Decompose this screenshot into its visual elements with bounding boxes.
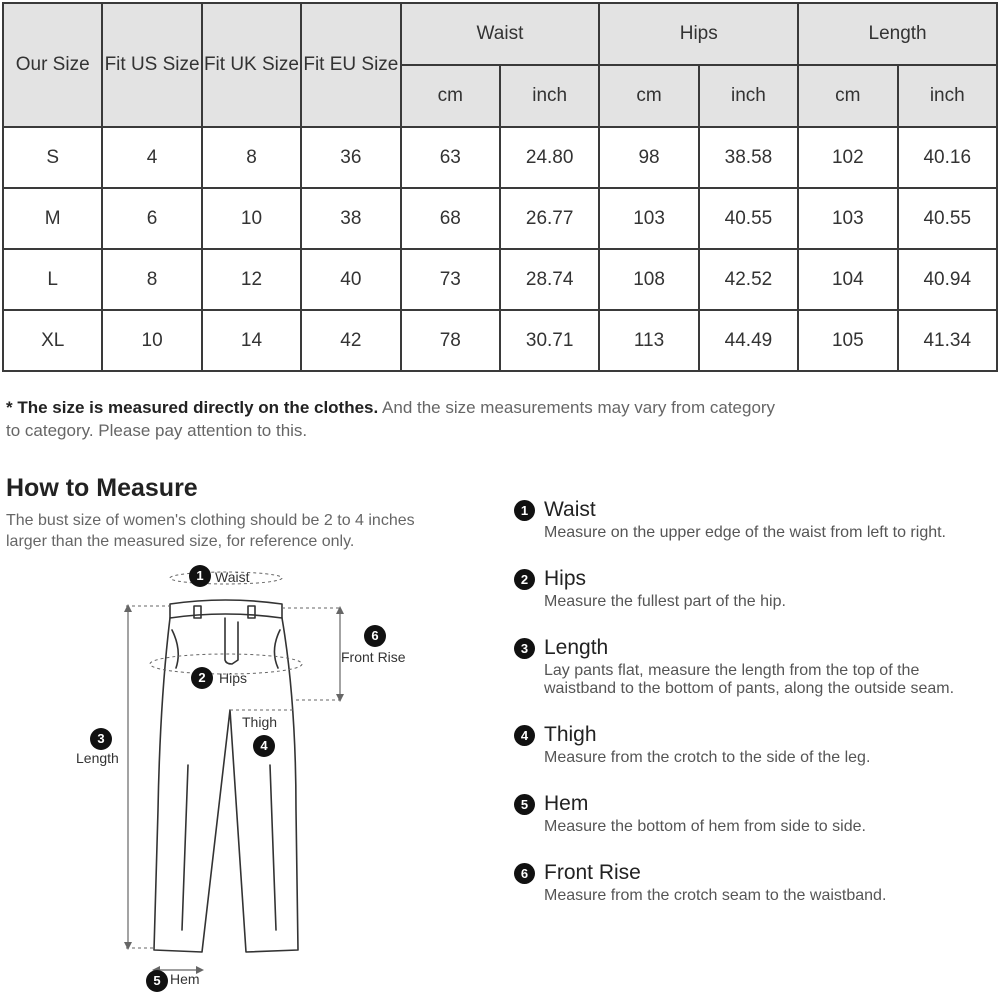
legend-item-title: Hips (544, 567, 587, 590)
how-to-measure-description: The bust size of women's clothing should be 2 to 4 inches larger than the measured size, for reference only. (6, 512, 415, 550)
table-cell: L (3, 249, 102, 310)
legend-item-hem (514, 790, 984, 836)
table-cell: 8 (102, 249, 201, 310)
table-cell: 108 (599, 249, 698, 310)
waist-marker-label: Waist (215, 569, 250, 585)
table-cell: S (3, 127, 102, 188)
header-hips-inch: inch (699, 65, 798, 127)
measurement-legend (514, 496, 984, 905)
length-marker-badge: 3 (90, 728, 112, 750)
header-hips-cm: cm (599, 65, 698, 127)
thigh-marker-badge: 4 (253, 735, 275, 757)
header-fit-eu-size: Fit EU Size (301, 3, 400, 127)
table-cell: 63 (401, 127, 500, 188)
legend-item-title: Waist (544, 498, 596, 521)
legend-item-description: Measure the bottom of hem from side to side. (544, 818, 866, 835)
table-cell: 68 (401, 188, 500, 249)
table-cell: 113 (599, 310, 698, 371)
table-cell: 38 (301, 188, 400, 249)
table-cell: 8 (202, 127, 301, 188)
table-cell: 40.55 (699, 188, 798, 249)
table-row (3, 310, 997, 371)
legend-item-hips (514, 565, 984, 611)
table-cell: 40.55 (898, 188, 997, 249)
legend-item-title: Hem (544, 792, 589, 815)
how-to-measure-title: How to Measure (6, 474, 198, 502)
table-cell: 38.58 (699, 127, 798, 188)
legend-item-thigh (514, 721, 984, 767)
table-cell: 4 (102, 127, 201, 188)
table-row (3, 127, 997, 188)
hips-marker-label: Hips (219, 670, 248, 686)
legend-item-description: Measure the fullest part of the hip. (544, 593, 786, 610)
table-cell: 28.74 (500, 249, 599, 310)
table-cell: 103 (798, 188, 897, 249)
table-header-row (3, 3, 997, 65)
table-cell: 78 (401, 310, 500, 371)
table-cell: 104 (798, 249, 897, 310)
table-cell: 73 (401, 249, 500, 310)
table-cell: 98 (599, 127, 698, 188)
table-cell: 40.94 (898, 249, 997, 310)
legend-number-badge: 2 (514, 569, 535, 590)
legend-number-badge: 4 (514, 725, 535, 746)
table-cell: 12 (202, 249, 301, 310)
thigh-marker-label: Thigh (242, 714, 278, 730)
size-chart-table (2, 2, 998, 372)
hips-marker-badge: 2 (191, 667, 213, 689)
pants-measurement-diagram (60, 560, 440, 994)
legend-item-front-rise (514, 859, 984, 905)
header-length-inch: inch (898, 65, 997, 127)
table-cell: 10 (202, 188, 301, 249)
table-cell: 26.77 (500, 188, 599, 249)
table-cell: 24.80 (500, 127, 599, 188)
hem-marker-badge: 5 (146, 970, 168, 992)
legend-number-badge: 5 (514, 794, 535, 815)
table-cell: 6 (102, 188, 201, 249)
legend-item-description: Measure from the crotch seam to the waistband. (544, 887, 887, 904)
legend-item-description: Measure from the crotch to the side of the leg. (544, 749, 871, 766)
front-rise-marker-label: Front Rise (341, 649, 406, 665)
table-cell: 10 (102, 310, 201, 371)
legend-item-title: Length (544, 636, 609, 659)
legend-item-length (514, 634, 984, 698)
size-note-emphasis: * The size is measured directly on the clothes. (6, 398, 379, 417)
legend-item-title: Thigh (544, 723, 597, 746)
header-waist-inch: inch (500, 65, 599, 127)
header-fit-us-size: Fit US Size (102, 3, 201, 127)
legend-item-description: Lay pants flat, measure the length from the top of the waistband to the bottom of pants, along the outside seam. (544, 662, 955, 697)
table-row (3, 249, 997, 310)
table-cell: 40.16 (898, 127, 997, 188)
table-row (3, 188, 997, 249)
table-cell: 41.34 (898, 310, 997, 371)
table-cell: 102 (798, 127, 897, 188)
table-cell: 42.52 (699, 249, 798, 310)
legend-item-title: Front Rise (544, 861, 641, 884)
header-length-cm: cm (798, 65, 897, 127)
header-hips: Hips (599, 3, 798, 65)
header-our-size: Our Size (3, 3, 102, 127)
table-cell: 105 (798, 310, 897, 371)
size-note-text: And the size measurements may vary from category to category. Please pay attention to this. (6, 398, 776, 440)
waist-marker-badge: 1 (189, 565, 211, 587)
table-cell: XL (3, 310, 102, 371)
hem-marker-label: Hem (170, 971, 200, 987)
legend-number-badge: 1 (514, 500, 535, 521)
table-cell: 42 (301, 310, 400, 371)
table-cell: 36 (301, 127, 400, 188)
table-cell: 103 (599, 188, 698, 249)
legend-item-waist (514, 496, 984, 542)
header-waist: Waist (401, 3, 600, 65)
table-cell: 40 (301, 249, 400, 310)
legend-item-description: Measure on the upper edge of the waist from left to right. (544, 524, 946, 541)
table-cell: 44.49 (699, 310, 798, 371)
header-waist-cm: cm (401, 65, 500, 127)
front-rise-marker-badge: 6 (364, 625, 386, 647)
header-fit-uk-size: Fit UK Size (202, 3, 301, 127)
header-length: Length (798, 3, 997, 65)
size-note (6, 396, 786, 442)
length-marker-label: Length (76, 750, 119, 766)
table-cell: M (3, 188, 102, 249)
pants-illustration (60, 560, 440, 994)
legend-number-badge: 6 (514, 863, 535, 884)
table-cell: 14 (202, 310, 301, 371)
table-cell: 30.71 (500, 310, 599, 371)
legend-number-badge: 3 (514, 638, 535, 659)
